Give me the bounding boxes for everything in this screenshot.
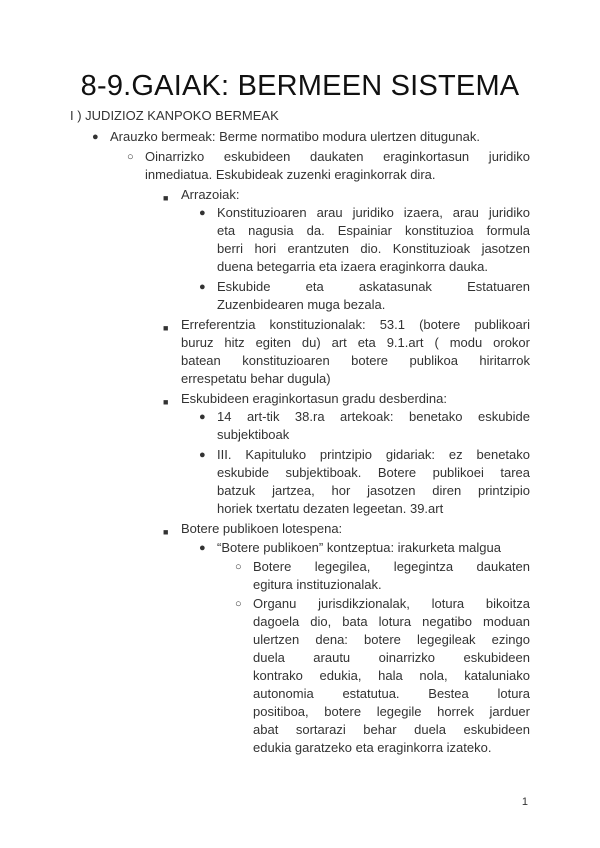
section-heading: I ) JUDIZIOZ KANPOKO BERMEAK xyxy=(70,108,279,123)
text-line: subjektiboak xyxy=(217,427,290,442)
list-item xyxy=(199,204,530,276)
text-line: kontrako edukia, hala nola, kataluniako xyxy=(253,668,530,683)
text-line: Eskubideen eraginkortasun gradu desberdina: xyxy=(181,391,447,406)
list-item xyxy=(199,408,530,444)
text-line: eta nagusia da. Espainiar konstituzioa formula xyxy=(217,223,530,238)
text-line: abat sortarazi behar duela eskubideen xyxy=(253,722,530,737)
text-line: Oinarrizko eskubideen daukaten eraginkortasun juridiko xyxy=(145,149,530,164)
list-item xyxy=(235,595,530,757)
text-line: Botere publikoen lotespena: xyxy=(181,521,343,536)
text-line: Eskubide eta askatasunak Estatuaren xyxy=(217,279,530,294)
text-line: egitura instituzionalak. xyxy=(253,577,382,592)
text-line: batzuk jartzea, hor jasotzen diren printzipio xyxy=(217,483,530,498)
text-line: positiboa, botere legegile horrek jarduer xyxy=(253,704,530,719)
text-line: Arrazoiak: xyxy=(181,187,240,202)
text-line: Botere legegilea, legegintza daukaten xyxy=(253,559,530,574)
list-item xyxy=(163,390,530,408)
bullet-disc-icon: ● xyxy=(199,449,206,461)
bullet-circle-icon: ○ xyxy=(235,561,242,573)
list-item xyxy=(235,558,530,594)
text-line: batean konstituzioaren botere publikoa hiritarrok xyxy=(181,353,530,368)
list-item xyxy=(127,148,530,184)
bullet-disc-icon: ● xyxy=(199,207,206,219)
text-line: dagoela dio, bata lotura negatibo moduan xyxy=(253,614,530,629)
page-number: 1 xyxy=(521,796,528,808)
bullet-disc-icon: ● xyxy=(199,542,206,554)
bullet-square-icon: ■ xyxy=(163,193,169,203)
list-item xyxy=(163,186,523,204)
text-line: Arauzko bermeak: Berme normatibo modura ulertzen ditugunak. xyxy=(110,129,480,144)
bullet-circle-icon: ○ xyxy=(127,151,134,163)
list-item xyxy=(92,128,522,146)
text-line: duela arautu oinarrizko eskubideen xyxy=(253,650,530,665)
text-line: edukia garatzeko eta eraginkorra izateko. xyxy=(253,740,492,755)
bullet-disc-icon: ● xyxy=(92,131,99,143)
text-line: ulertzen dena: botere legegileak ezingo xyxy=(253,632,530,647)
text-line: Erreferentzia konstituzionalak: 53.1 (botere publikoari xyxy=(181,317,530,332)
bullet-disc-icon: ● xyxy=(199,281,206,293)
list-item xyxy=(199,278,530,314)
text-line: autonomia estatutua. Bestea lotura xyxy=(253,686,530,701)
text-line: errespetatu behar dugula) xyxy=(181,371,331,386)
text-line: berri hori erantzuten dio. Konstituzioak jasotzen xyxy=(217,241,530,256)
list-item xyxy=(199,446,530,518)
list-item xyxy=(163,520,530,538)
text-line: III. Kapituluko printzipio gidariak: ez benetako xyxy=(217,447,530,462)
text-line: inmediatua. Eskubideak zuzenki eraginkorrak dira. xyxy=(145,167,436,182)
list-item xyxy=(199,539,530,557)
text-line: Organu jurisdikzionalak, lotura bikoitza xyxy=(253,596,530,611)
text-line: horiek txertatu dezaten legeetan. 39.art xyxy=(217,501,444,516)
text-line: eskubide subjektiboak. Botere publikoei tarea xyxy=(217,465,530,480)
text-line: Konstituzioaren arau juridiko izaera, arau juridiko xyxy=(217,205,530,220)
bullet-square-icon: ■ xyxy=(163,527,169,537)
text-line: Zuzenbidearen muga bezala. xyxy=(217,297,386,312)
text-line: 14 art-tik 38.ra artekoak: benetako eskubide xyxy=(217,409,530,424)
bullet-square-icon: ■ xyxy=(163,397,169,407)
bullet-square-icon: ■ xyxy=(163,323,169,333)
text-line: duena betegarria eta izaera eraginkorra dauka. xyxy=(217,259,489,274)
text-line: buruz hitz egiten du) art eta 9.1.art ( modu orokor xyxy=(181,335,530,350)
bullet-disc-icon: ● xyxy=(199,411,206,423)
bullet-circle-icon: ○ xyxy=(235,598,242,610)
list-item xyxy=(163,316,530,388)
page-title: 8-9.GAIAK: BERMEEN SISTEMA xyxy=(80,70,520,102)
text-line: “Botere publikoen” kontzeptua: irakurketa malgua xyxy=(217,540,501,555)
